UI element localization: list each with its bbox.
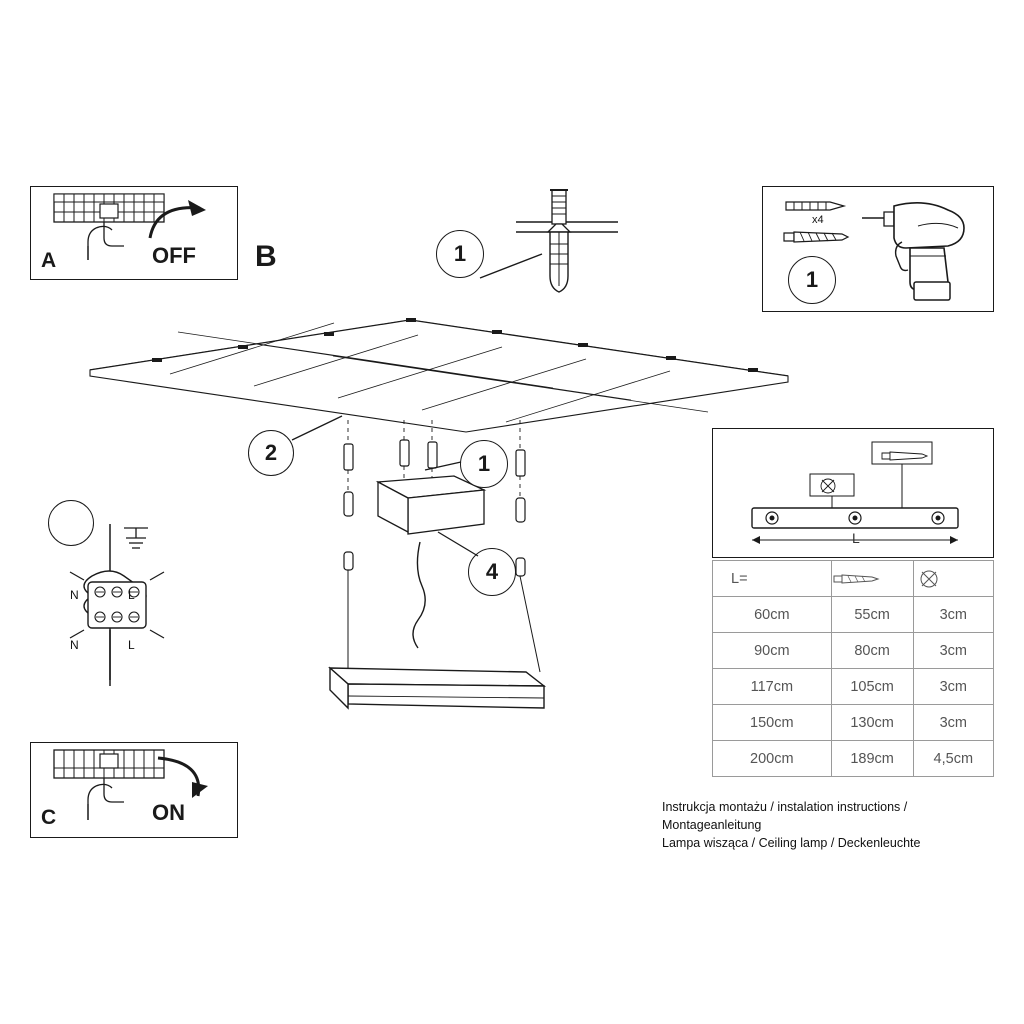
table-cell-length: 60cm: [713, 597, 832, 633]
panel-a-state-label: OFF: [152, 243, 196, 268]
panel-c-letter: C: [41, 806, 57, 829]
table-cell-length: 117cm: [713, 669, 832, 705]
screw-icon: [832, 572, 884, 586]
callout-screw-set: 1: [460, 440, 508, 488]
quantity-label: x4: [812, 214, 824, 226]
table-cell-screw: 130cm: [831, 705, 913, 741]
table-cell-screw: 80cm: [831, 633, 913, 669]
table-cell-drill: 3cm: [913, 597, 993, 633]
table-header-row: [713, 561, 994, 597]
table-cell-drill: 3cm: [913, 633, 993, 669]
screw-leader-line: [425, 456, 465, 474]
table-cell-length: 200cm: [713, 741, 832, 777]
canopy-leader-line: [438, 530, 482, 560]
table-cell-screw: 55cm: [831, 597, 913, 633]
terminal-block-icon: [62, 520, 202, 690]
wall-plug-icon: [782, 196, 848, 216]
table-row: [713, 597, 994, 633]
callout-plug: 1: [436, 230, 484, 278]
table-row: [713, 705, 994, 741]
terminal-label-n-bottom: N: [70, 638, 79, 652]
terminal-label-n-top: N: [70, 588, 79, 602]
callout-drill: 1: [788, 256, 836, 304]
table-header-screw: [831, 561, 913, 597]
terminal-label-l-bottom: L: [128, 638, 135, 652]
footer-line-1: Instrukcja montażu / instalation instructions / Montageanleitung: [662, 800, 908, 833]
footer-block: [662, 798, 1002, 852]
arrow-off-icon: [148, 198, 210, 244]
length-table: [712, 560, 994, 777]
table-row: [713, 741, 994, 777]
table-cell-length: 150cm: [713, 705, 832, 741]
ceiling-plane: [88, 318, 788, 428]
table-row: [713, 669, 994, 705]
dimension-L-label: L: [852, 530, 860, 546]
table-cell-screw: 105cm: [831, 669, 913, 705]
table-cell-drill: 3cm: [913, 669, 993, 705]
callout-canopy: 4: [468, 548, 516, 596]
table-row: [713, 633, 994, 669]
drill-bit-icon: [914, 568, 944, 590]
panel-b-letter: B: [255, 240, 277, 273]
table-cell-drill: 4,5cm: [913, 741, 993, 777]
table-cell-screw: 189cm: [831, 741, 913, 777]
table-cell-length: 90cm: [713, 633, 832, 669]
drill-machine-icon: [858, 194, 984, 304]
screw-icon: [782, 228, 852, 246]
table-header-L: L=: [713, 561, 832, 597]
arrow-on-icon: [148, 752, 210, 800]
table-header-drill: [913, 561, 993, 597]
ceiling-anchor-icon: [512, 186, 622, 296]
footer-line-2: Lampa wisząca / Ceiling lamp / Deckenleuchte: [662, 836, 921, 851]
panel-a-letter: A: [41, 249, 57, 272]
callout-ceiling: 2: [248, 430, 294, 476]
table-cell-drill: 3cm: [913, 705, 993, 741]
terminal-label-l-top: L: [128, 588, 135, 602]
panel-c-state-label: ON: [152, 800, 185, 825]
